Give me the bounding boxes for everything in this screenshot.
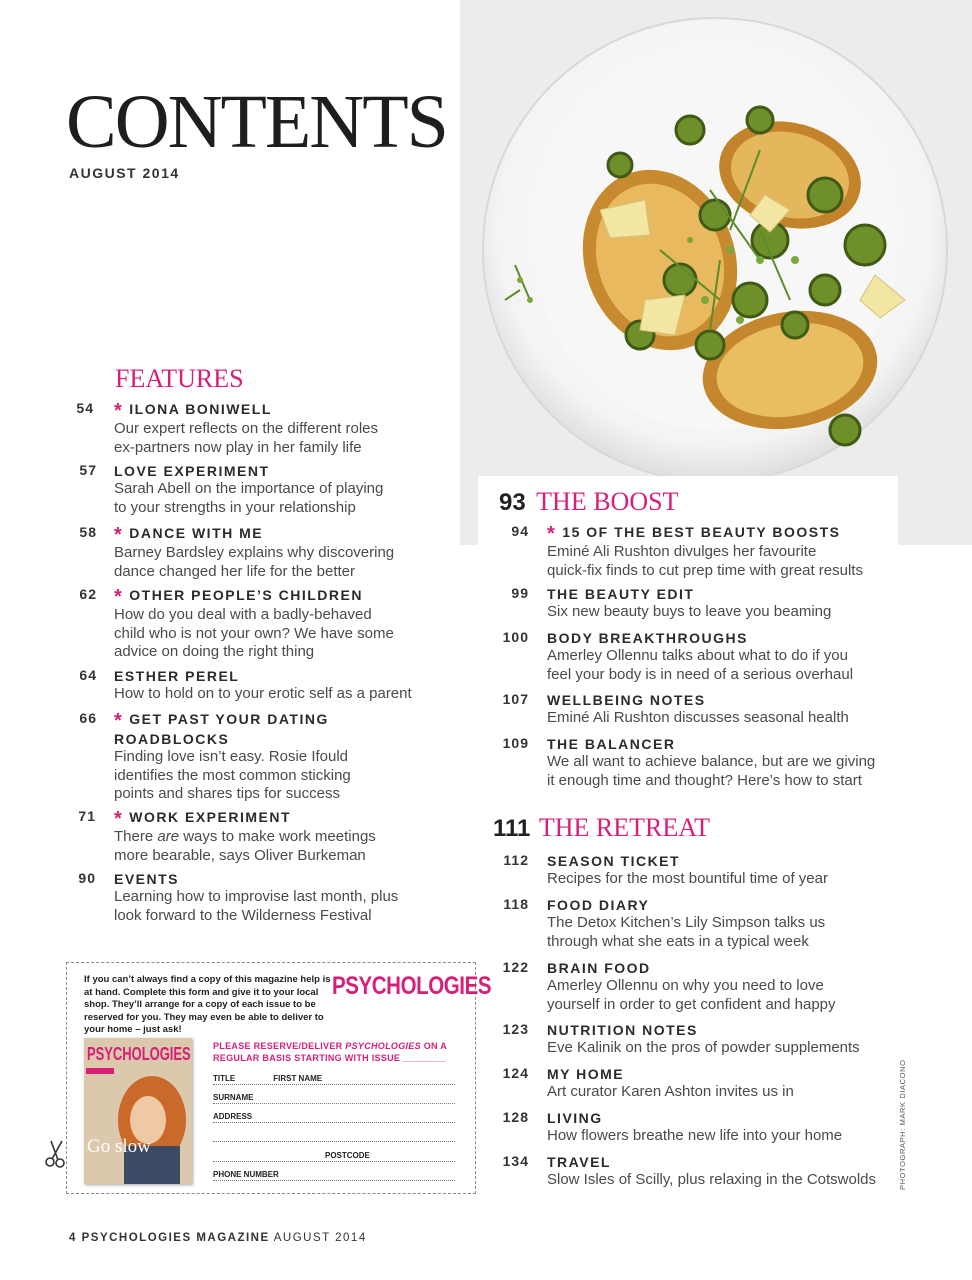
retreat-desc-line: through what she eats in a typical week <box>547 932 809 950</box>
page-number: 112 <box>503 852 529 868</box>
boost-desc-line: Eminé Ali Rushton divulges her favourite <box>547 543 817 560</box>
featured-star-icon: * <box>114 400 124 422</box>
page-number: 62 <box>79 586 97 602</box>
page-footer <box>69 1232 367 1244</box>
retreat-title: FOOD DIARY <box>547 897 650 913</box>
retreat-title: SEASON TICKET <box>547 853 681 869</box>
feature-item[interactable] <box>60 400 460 457</box>
featured-star-icon: * <box>114 710 124 732</box>
magazine-cover <box>84 1038 192 1184</box>
boost-header <box>499 489 678 517</box>
boost-page-number: 93 <box>499 489 526 516</box>
feature-desc-line <box>114 828 460 847</box>
retreat-item[interactable] <box>494 959 914 1014</box>
page-number: 66 <box>79 710 97 726</box>
boost-desc-line: quick-fix finds to cut prep time with great results <box>547 561 863 579</box>
boost-desc-line: it enough time and thought? Here’s how to start <box>547 771 862 789</box>
feature-desc-line: Our expert reflects on the different roles <box>114 420 379 437</box>
feature-item[interactable] <box>60 524 460 581</box>
feature-title: EVENTS <box>114 871 180 887</box>
boost-heading: THE BOOST <box>536 487 679 516</box>
feature-desc-line: dance changed her life for the better <box>114 562 355 580</box>
retreat-desc-line: Recipes for the most bountiful time of year <box>547 870 828 887</box>
photo-credit-text: PHOTOGRAPH: MARK DIACONO <box>898 1059 907 1190</box>
feature-desc-line: child who is not your own? We have some <box>114 624 394 642</box>
address-field[interactable] <box>213 1111 455 1123</box>
retreat-item[interactable] <box>494 896 914 951</box>
form-heading-text: ON A REGULAR BASIS STARTING WITH ISSUE <box>213 1041 447 1063</box>
desc-emphasis: are <box>157 828 180 845</box>
feature-item[interactable] <box>60 586 460 662</box>
feature-title: GET PAST YOUR DATING <box>129 711 329 727</box>
feature-desc-line: Sarah Abell on the importance of playing <box>114 480 384 497</box>
page-number: 71 <box>78 808 96 824</box>
feature-desc-line: points and shares tips for success <box>114 785 340 802</box>
form-intro: If you can’t always find a copy of this magazine help is at hand. Complete this form and give it to your local shop. They’ll arrange for a copy of each issue to be reserved for you. They may even be able to deliver to your home – just ask! <box>84 974 331 1035</box>
feature-desc-line: advice on doing the right thing <box>114 643 315 660</box>
page-number: 107 <box>502 691 529 707</box>
featured-star-icon: * <box>547 523 557 545</box>
food-photo <box>460 0 972 545</box>
retreat-desc-line: How flowers breathe new life into your home <box>547 1127 843 1144</box>
retreat-desc-line: Slow Isles of Scilly, plus relaxing in the Cotswolds <box>547 1171 877 1188</box>
feature-desc-line: Finding love isn’t easy. Rosie Ifould <box>114 748 349 765</box>
feature-desc-line: How do you deal with a badly-behaved <box>114 606 372 623</box>
feature-desc-line: How to hold on to your erotic self as a parent <box>114 685 412 702</box>
issue-date: AUGUST 2014 <box>69 165 180 181</box>
retreat-header <box>493 815 710 843</box>
desc-text: ways to make work meetings <box>179 828 376 845</box>
feature-desc-line: Learning how to improvise last month, plus <box>114 888 399 905</box>
page-number: 64 <box>79 667 97 683</box>
page-number: 124 <box>502 1065 529 1081</box>
feature-desc-line: more bearable, says Oliver Burkeman <box>114 846 366 864</box>
phone-field[interactable] <box>213 1169 455 1181</box>
retreat-desc-line: Art curator Karen Ashton invites us in <box>547 1083 794 1100</box>
retreat-desc-line: The Detox Kitchen’s Lily Simpson talks us <box>547 914 826 931</box>
feature-title: ILONA BONIWELL <box>129 401 272 417</box>
retreat-title: BRAIN FOOD <box>547 960 651 976</box>
page-number: 54 <box>76 400 94 416</box>
page-number: 123 <box>502 1021 529 1037</box>
feature-desc-line: Barney Bardsley explains why discovering <box>114 544 395 561</box>
boost-item[interactable] <box>494 735 914 790</box>
retreat-item[interactable] <box>494 1021 914 1058</box>
feature-item[interactable] <box>60 462 460 517</box>
feature-item[interactable] <box>60 870 460 925</box>
page-number: 122 <box>502 959 529 975</box>
desc-text: There <box>114 828 158 845</box>
feature-title: DANCE WITH ME <box>129 525 264 541</box>
boost-item[interactable] <box>494 691 914 728</box>
form-heading-text: PLEASE RESERVE/DELIVER <box>213 1041 346 1051</box>
feature-title: WORK EXPERIMENT <box>129 809 292 825</box>
page-number: 134 <box>502 1153 529 1169</box>
boost-title: BODY BREAKTHROUGHS <box>547 630 748 646</box>
retreat-desc-line: Amerley Ollennu on why you need to love <box>547 977 824 994</box>
retreat-desc-line: Eve Kalinik on the pros of powder supplements <box>547 1039 860 1056</box>
page-number: 58 <box>79 524 97 540</box>
page-number: 118 <box>503 896 529 912</box>
retreat-item[interactable] <box>494 1065 914 1102</box>
feature-item[interactable] <box>60 667 460 704</box>
retreat-item[interactable] <box>494 1109 914 1146</box>
featured-star-icon: * <box>114 808 124 830</box>
boost-item[interactable] <box>494 629 914 684</box>
boost-item[interactable] <box>494 585 914 622</box>
page-number: 100 <box>502 629 529 645</box>
retreat-item[interactable] <box>494 1153 914 1190</box>
boost-title: THE BEAUTY EDIT <box>547 586 695 602</box>
address-line-2[interactable] <box>213 1130 455 1142</box>
cover-brand: PSYCHOLOGIES <box>87 1044 191 1064</box>
boost-desc-line: Six new beauty buys to leave you beaming <box>547 603 832 620</box>
postcode-field[interactable] <box>213 1150 455 1162</box>
surname-field[interactable] <box>213 1092 455 1104</box>
footer-page-number: 4 <box>69 1232 77 1244</box>
cover-headline: Go slow <box>87 1136 151 1157</box>
photo-credit <box>898 1060 910 1190</box>
feature-item[interactable] <box>60 710 460 804</box>
boost-title: WELLBEING NOTES <box>547 692 706 708</box>
retreat-title: NUTRITION NOTES <box>547 1022 698 1038</box>
footer-magazine: PSYCHOLOGIES MAGAZINE <box>81 1232 270 1244</box>
boost-desc-line: We all want to achieve balance, but are we giving <box>547 753 876 770</box>
feature-title-line2: ROADBLOCKS <box>114 731 230 747</box>
boost-item[interactable] <box>494 523 914 580</box>
feature-title: LOVE EXPERIMENT <box>114 463 270 479</box>
page-title: CONTENTS <box>66 80 447 164</box>
featured-star-icon: * <box>114 586 124 608</box>
feature-desc-line: to your strengths in your relationship <box>114 498 356 516</box>
surname-label: SURNAME <box>213 1093 254 1102</box>
footer-issue: AUGUST 2014 <box>273 1232 367 1244</box>
boost-desc-line: feel your body is in need of a serious overhaul <box>547 665 854 683</box>
feature-desc-line: look forward to the Wilderness Festival <box>114 906 372 924</box>
phone-label: PHONE NUMBER <box>213 1170 279 1179</box>
retreat-item[interactable] <box>494 852 914 889</box>
boost-desc-line: Eminé Ali Rushton discusses seasonal health <box>547 709 849 726</box>
feature-title: ESTHER PEREL <box>114 668 240 684</box>
form-heading: PLEASE RESERVE/DELIVER PSYCHOLOGIES ON A REGULAR BASIS STARTING WITH ISSUE ________ <box>213 1041 447 1063</box>
featured-star-icon: * <box>114 524 124 546</box>
boost-desc-line: Amerley Ollennu talks about what to do if you <box>547 647 848 664</box>
retreat-title: MY HOME <box>547 1066 625 1082</box>
form-heading-brand: PSYCHOLOGIES <box>345 1041 421 1051</box>
features-heading: FEATURES <box>115 364 244 393</box>
page-number: 94 <box>511 523 529 539</box>
feature-item[interactable] <box>60 808 460 865</box>
retreat-title: TRAVEL <box>547 1154 611 1170</box>
postcode-label: POSTCODE <box>325 1151 370 1160</box>
brand-logo: PSYCHOLOGIES <box>332 972 492 1000</box>
page-number: 109 <box>502 735 529 751</box>
first-name-label: FIRST NAME <box>273 1074 323 1083</box>
boost-title: THE BALANCER <box>547 736 676 752</box>
title-field[interactable] <box>213 1073 455 1085</box>
title-label: TITLE <box>213 1074 236 1083</box>
scissors-icon <box>44 1139 68 1174</box>
page-number: 128 <box>502 1109 529 1125</box>
feature-desc-line: ex-partners now play in her family life <box>114 438 362 456</box>
retreat-page-number: 111 <box>493 815 531 842</box>
retreat-title: LIVING <box>547 1110 603 1126</box>
feature-title: OTHER PEOPLE’S CHILDREN <box>129 587 363 603</box>
address-label: ADDRESS <box>213 1112 253 1121</box>
retreat-heading: THE RETREAT <box>538 813 711 842</box>
feature-desc-line: identifies the most common sticking <box>114 766 351 784</box>
page-number: 99 <box>511 585 529 601</box>
retreat-desc-line: yourself in order to get confident and happy <box>547 995 836 1013</box>
page-number: 57 <box>79 462 97 478</box>
page-number: 90 <box>78 870 96 886</box>
boost-title: 15 OF THE BEST BEAUTY BOOSTS <box>562 524 841 540</box>
